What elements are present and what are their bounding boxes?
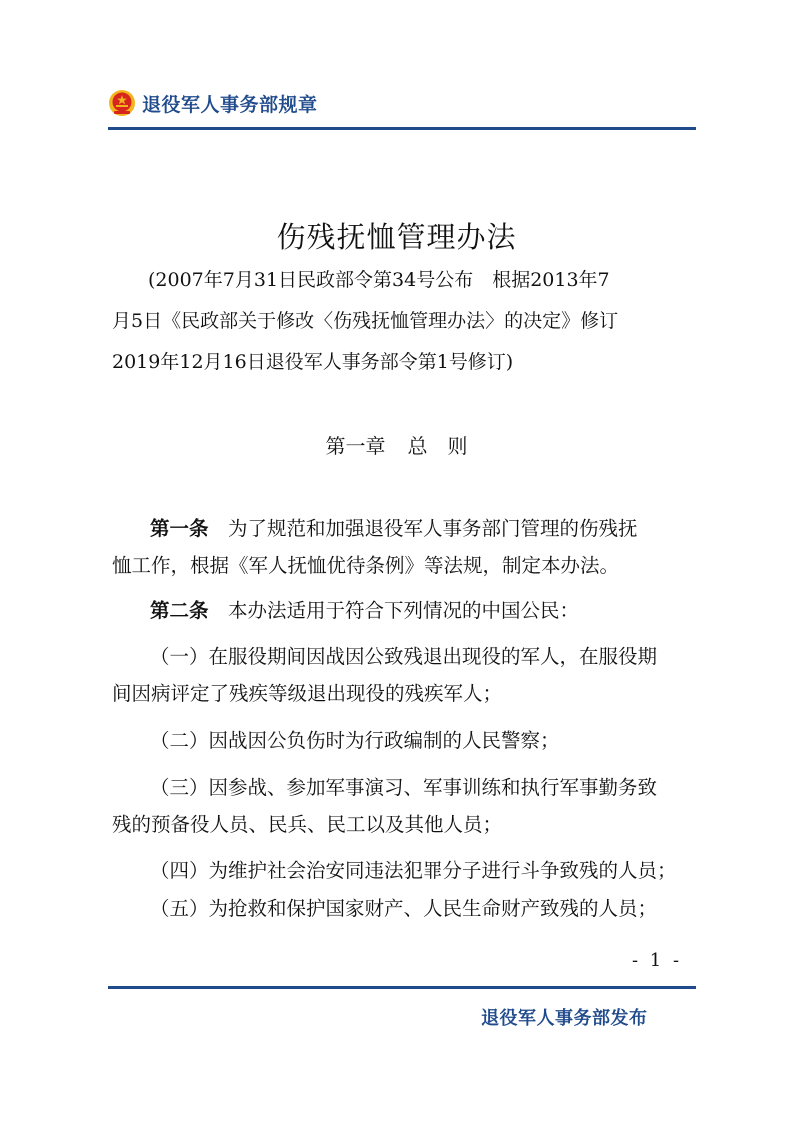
list-item	[150, 638, 734, 675]
list-item-line: （一）在服役期间因战因公致残退出现役的军人，在服役期	[150, 645, 658, 668]
article-1-lead: 第一条	[150, 517, 209, 540]
chapter-label: 第一章	[325, 434, 386, 458]
chapter-title: 总 则	[407, 434, 468, 458]
list-item-line: （五）为抢救和保护国家财产、人民生命财产致残的人员；	[150, 897, 658, 920]
article-2-lead: 第二条	[150, 599, 209, 622]
footer-divider	[108, 986, 696, 989]
list-item-continued	[112, 675, 696, 712]
article-1-continued	[112, 547, 696, 584]
meta-line: (2007年7月31日民政部令第34号公布 根据2013年7	[148, 269, 610, 291]
article-2-line: 本办法适用于符合下列情况的中国公民：	[208, 599, 580, 622]
page-header	[108, 86, 318, 120]
list-item-line: （四）为维护社会治安同违法犯罪分子进行斗争致残的人员；	[150, 859, 677, 882]
list-item-line: （三）因参战、参加军事演习、军事训练和执行军事勤务致	[150, 776, 658, 799]
list-item	[150, 852, 734, 889]
chapter-heading	[0, 430, 793, 459]
list-item	[150, 722, 734, 759]
article-1-line: 为了规范和加强退役军人事务部门管理的伤残抚	[208, 517, 638, 540]
article-2	[150, 592, 734, 629]
article-1-line: 恤工作，根据《军人抚恤优待条例》等法规，制定本办法。	[112, 554, 620, 577]
meta-line: 月5日《民政部关于修改〈伤残抚恤管理办法〉的决定》修订	[112, 310, 619, 332]
meta-line: 2019年12月16日退役军人事务部令第1号修订)	[112, 351, 514, 373]
national-emblem-icon	[108, 89, 136, 117]
page-number: - 1 -	[632, 950, 683, 971]
list-item-line: （二）因战因公负伤时为行政编制的人民警察；	[150, 729, 560, 752]
article-1	[150, 510, 734, 547]
header-title: 退役军人事务部规章	[142, 93, 318, 116]
list-item-line: 残的预备役人员、民兵、民工以及其他人员；	[112, 813, 503, 836]
header-divider	[108, 127, 696, 130]
document-title: 伤残抚恤管理办法	[276, 220, 517, 254]
footer-publisher: 退役军人事务部发布	[481, 1008, 648, 1029]
list-item-line: 间因病评定了残疾等级退出现役的残疾军人；	[112, 682, 503, 705]
list-item-continued	[112, 806, 696, 843]
list-item	[150, 890, 734, 927]
publication-history	[112, 260, 696, 383]
list-item	[150, 769, 734, 806]
